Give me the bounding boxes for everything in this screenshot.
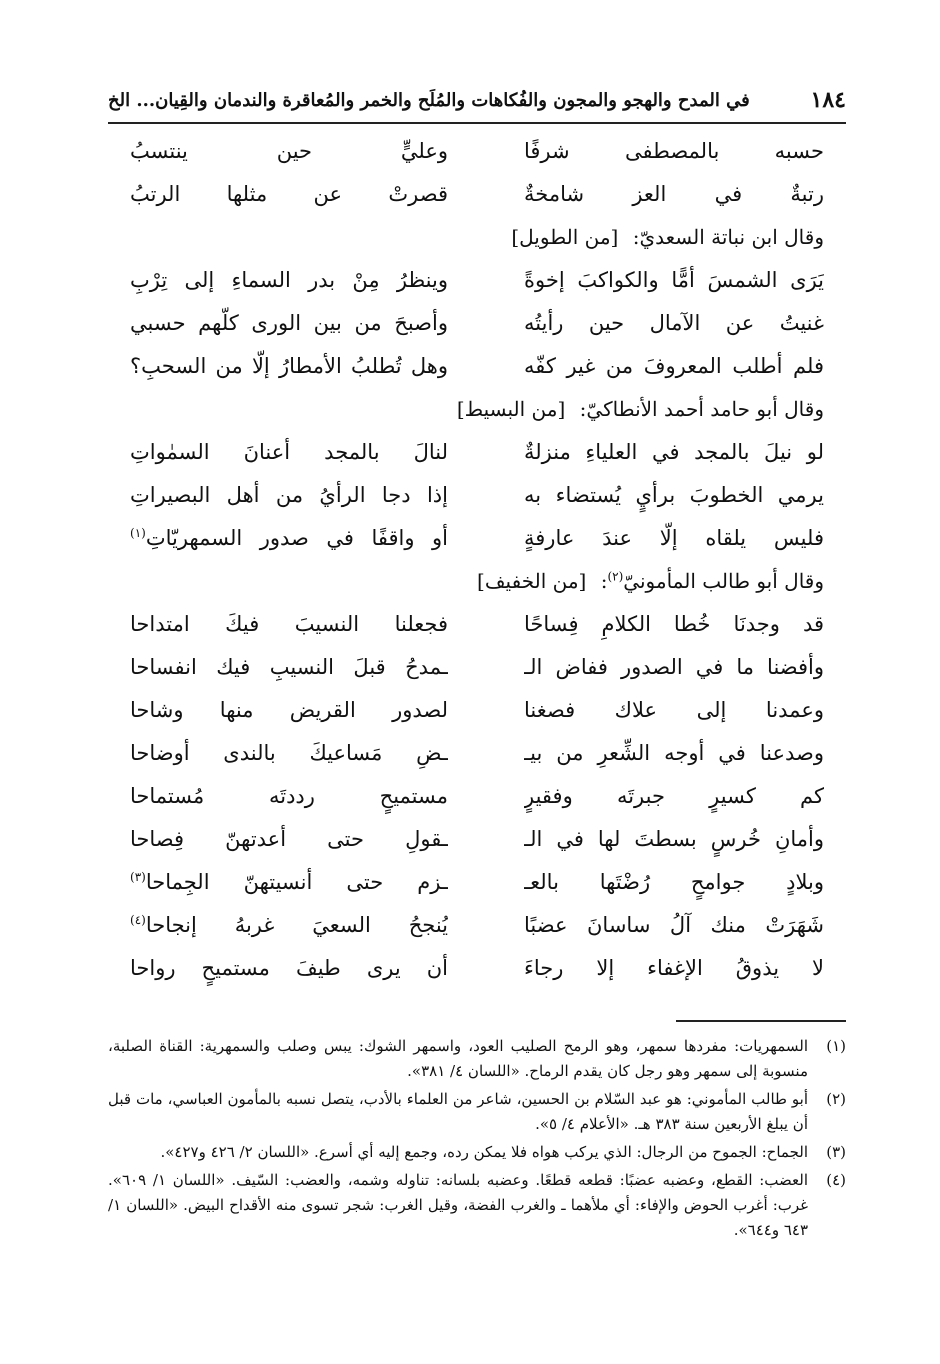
verse-line — [108, 732, 846, 775]
footnote-ref[interactable]: (١) — [130, 526, 146, 540]
first-hemistich: فلم أطلب المعروفَ من غير كفّه — [524, 354, 824, 378]
first-hemistich: يرمي الخطوبَ برأيٍ يُستضاء به — [524, 483, 824, 507]
meter-label: [من الطويل] — [511, 225, 619, 249]
poem-intro — [108, 388, 846, 431]
first-hemistich: وأمانِ خُرسٍ بسطتَ لها في الـ — [524, 827, 824, 851]
verse-line — [108, 345, 846, 388]
second-hemistich — [130, 861, 448, 904]
footnote — [108, 1034, 846, 1084]
second-hemistich: ـضِ مَساعيكَ بالندى أوضاحا — [130, 741, 448, 765]
footnote-ref[interactable]: (٤) — [130, 913, 146, 927]
first-hemistich: غنيتُ عن الآمال حين رأيتُه — [524, 311, 824, 335]
first-hemistich: يَرَى الشمسَ أمًّا والكواكبَ إخوةً — [524, 268, 824, 292]
second-hemistich: ـمدحُ قبلَ النسيبِ فيك انفساحا — [130, 655, 448, 679]
first-hemistich: شَهَرَتْ منك آلُ ساسانَ عضبًا — [524, 913, 824, 937]
poet-attribution: وقال ابن نباتة السعديّ: — [632, 225, 824, 249]
footnote — [108, 1087, 846, 1137]
second-hemistich: وأصبحَ من بين الورى كلّهم حسبي — [130, 311, 448, 335]
second-hemistich: أن يرى طيفَ مستميحٍ رواحا — [130, 956, 448, 980]
verse-line — [108, 775, 846, 818]
second-hemistich: ـقولِ حتى أعدتهنّ فِصاحا — [130, 827, 448, 851]
verse-line — [108, 646, 846, 689]
footnote-text: أبو طالب المأموني: هو عبد السّلام بن الحسين، شاعر من العلماء بالأدب، يتصل نسبه بالمأمون العباسي، مات قبل أن يبلغ الأربعين سنة ٣٨٣ هـ. «الأعلام ٤/ ٥». — [108, 1090, 808, 1133]
first-hemistich: رتبةٌ في العز شامخةٌ — [524, 182, 824, 206]
second-hemistich — [130, 517, 448, 560]
hemistich-text: يُنجحُ السعيَ غربهُ إنجاحا — [145, 913, 448, 937]
meter-label: [من البسيط] — [456, 397, 566, 421]
poet-attribution: وقال أبو طالب المأمونيّ — [623, 569, 824, 593]
footnote-number: (٢) — [826, 1090, 846, 1108]
poetry-body — [108, 130, 846, 990]
footnote-text: الجماح: الجموح من الرجال: الذي يركب هواه فلا يمكن رده، وجمع إليه أي أسرع. «اللسان ٢/ ٤٢٦ و٤٢٧». — [160, 1143, 808, 1161]
second-hemistich: لنالَ بالمجد أعنانَ السمٰواتِ — [130, 440, 448, 464]
verse-line — [108, 173, 846, 216]
page-header — [108, 78, 846, 124]
poem-intro — [108, 560, 846, 603]
footnote-ref[interactable]: (٢) — [607, 569, 624, 584]
meter-label: [من الخفيف] — [477, 569, 587, 593]
first-hemistich: كم كسيرٍ جبرتَه وفقيرٍ — [524, 784, 824, 808]
second-hemistich: وعليٍّ حين ينتسبُ — [130, 139, 448, 163]
first-hemistich: فليس يلقاه إلّا عندَ عارفةٍ — [524, 526, 824, 550]
verse-line — [108, 603, 846, 646]
page-number: ١٨٤ — [810, 87, 846, 113]
footnote-text: السمهريات: مفردها سمهر، وهو الرمح الصليب العود، واسمهر الشوك: يبس وصلب والسمهرية: القناة الصلبة، منسوبة إلى سمهر وهو رجل كان يقدم الرماح. «اللسان ٤/ ٣٨١». — [108, 1037, 808, 1080]
footnote — [108, 1140, 846, 1165]
first-hemistich: لو نيلَ بالمجد في العلياءِ منزلةٌ — [524, 440, 824, 464]
first-hemistich: حسبه بالمصطفى شرفًا — [524, 139, 824, 163]
first-hemistich: وعمدنا إلى علاك فصغنا — [524, 698, 824, 722]
intro-colon: : — [600, 569, 608, 593]
footnote-text: العضب: القطع، وعضبه عضبًا: قطعه قطعًا. وعضبه بلسانه: تناوله وشمه، والعضب: السّيف. «اللسان ١/ ٦٠٩». غرب: أغرب الحوض والإفاء: أي ملأهما ـ والغرب الفضة، وقيل الغرب: شجر تسوى منه الأقداح البيض. «اللسان ١/ ٦٤٣ و٦٤٤». — [108, 1171, 809, 1239]
second-hemistich: وينظرُ مِنْ بدر السماءِ إلى تِرْبِ — [130, 268, 448, 292]
footnote — [108, 1168, 846, 1243]
verse-line — [108, 818, 846, 861]
second-hemistich: مستميحٍ رددتَه مُستماحا — [130, 784, 448, 808]
second-hemistich: قصرتْ عن مثلها الرتبُ — [130, 182, 448, 206]
first-hemistich: وبلادٍ جوامحٍ رُضْتَها بالعـ — [524, 870, 824, 894]
second-hemistich: إذا دجا الرأيُ من أهل البصيراتِ — [130, 483, 448, 507]
second-hemistich: فجعلنا النسيبَ فيكَ امتداحا — [130, 612, 448, 636]
verse-line — [108, 130, 846, 173]
verse-line — [108, 904, 846, 947]
verse-line — [108, 302, 846, 345]
first-hemistich: قد وجدنَا خُطا الكلامِ فِساحًا — [524, 612, 824, 636]
footnote-number: (١) — [826, 1037, 846, 1055]
footnote-number: (٤) — [826, 1171, 846, 1189]
footnote-separator — [676, 1020, 846, 1022]
second-hemistich — [130, 904, 448, 947]
first-hemistich: وصدعنا في أوجه الشِّعرِ من بيـ — [524, 741, 824, 765]
verse-line — [108, 689, 846, 732]
second-hemistich: لصدور القريض منها وشاحا — [130, 698, 448, 722]
footnote-number: (٣) — [826, 1143, 846, 1161]
first-hemistich: وأفضنا ما في الصدور ففاض الـ — [524, 655, 824, 679]
verse-line — [108, 474, 846, 517]
footnote-ref[interactable]: (٣) — [130, 870, 146, 884]
verse-line — [108, 517, 846, 560]
verse-line — [108, 431, 846, 474]
hemistich-text: ـزم حتى أنسيتهنّ الجِماحا — [145, 870, 448, 894]
poem-intro — [108, 216, 846, 259]
running-title: في المدح والهجو والمجون والفُكاهات والمُلَح والخمر والمُعاقرة والندمان والقِيان... الخ — [108, 89, 750, 111]
verse-line — [108, 259, 846, 302]
first-hemistich: لا يذوقُ الإغفاء إلا رجاءَ — [524, 956, 824, 980]
footnotes — [108, 1034, 846, 1246]
second-hemistich: وهل تُطلبُ الأمطارُ إلّا من السحبِ؟ — [130, 354, 448, 378]
hemistich-text: أو واقفًا في صدور السمهريّاتِ — [145, 526, 448, 550]
poet-attribution: وقال أبو حامد أحمد الأنطاكيّ: — [579, 397, 824, 421]
verse-line — [108, 947, 846, 990]
verse-line — [108, 861, 846, 904]
